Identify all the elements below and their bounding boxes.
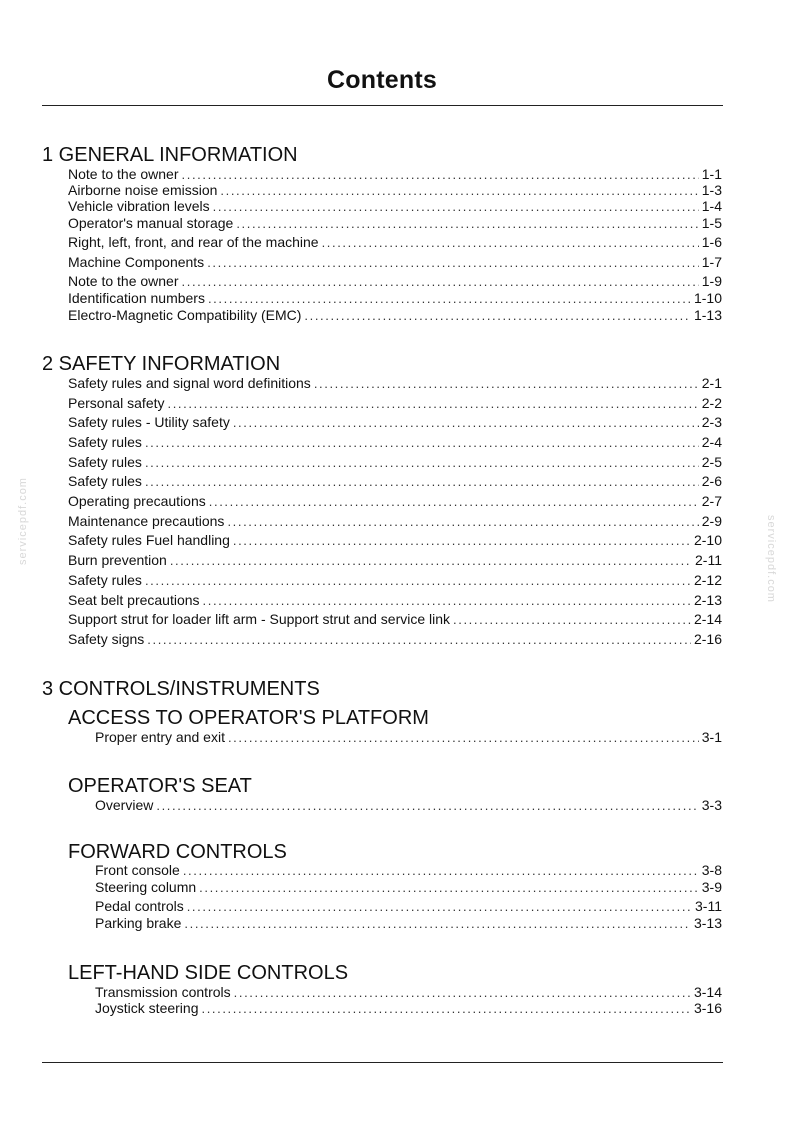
toc-entry[interactable] [95, 898, 722, 915]
entry-page: 2-14 [693, 611, 722, 627]
dot-leader [145, 435, 699, 451]
dot-leader [182, 274, 699, 290]
entry-page: 2-4 [701, 434, 722, 450]
dot-leader [209, 494, 699, 510]
entry-title: Operating precautions [68, 493, 206, 509]
entry-title: Safety rules Fuel handling [68, 532, 230, 548]
toc-entry[interactable] [95, 729, 722, 746]
entry-title: Safety rules [68, 454, 142, 470]
entry-page: 2-3 [701, 414, 722, 430]
toc-entry[interactable] [68, 198, 722, 215]
entry-title: Burn prevention [68, 552, 167, 568]
dot-leader [145, 573, 691, 589]
dot-leader [201, 1001, 690, 1017]
entry-page: 2-5 [701, 454, 722, 470]
dot-leader [233, 533, 691, 549]
toc-entry[interactable] [95, 797, 722, 814]
dot-leader [147, 632, 691, 648]
entry-page: 3-14 [693, 984, 722, 1000]
entry-page: 2-2 [701, 395, 722, 411]
toc-entry[interactable] [68, 254, 722, 271]
toc-entry[interactable] [68, 611, 722, 628]
toc-entry[interactable] [68, 592, 722, 609]
dot-leader [220, 183, 698, 199]
toc-entry[interactable] [68, 552, 722, 569]
toc-entry[interactable] [68, 532, 722, 549]
dot-leader [145, 474, 699, 490]
toc-entry[interactable] [68, 182, 722, 199]
entry-page: 1-6 [701, 234, 722, 250]
entry-page: 2-10 [693, 532, 722, 548]
dot-leader [453, 612, 691, 628]
entry-title: Right, left, front, and rear of the machine [68, 234, 319, 250]
dot-leader [182, 167, 699, 183]
watermark-left: servicepdf.com [17, 477, 29, 565]
dot-leader [168, 396, 699, 412]
entry-page: 3-11 [695, 898, 722, 914]
entry-page: 1-13 [693, 307, 722, 323]
entry-title: Note to the owner [68, 166, 179, 182]
dot-leader [156, 798, 698, 814]
entry-page: 1-7 [701, 254, 722, 270]
watermark-right: servicepdf.com [765, 515, 777, 603]
entry-title: Transmission controls [95, 984, 231, 1000]
dot-leader [228, 730, 699, 746]
entry-title: Vehicle vibration levels [68, 198, 210, 214]
toc-entry[interactable] [68, 434, 722, 451]
dot-leader [304, 308, 691, 324]
dot-leader [227, 514, 698, 530]
toc-entry[interactable] [95, 984, 722, 1001]
entry-page: 2-12 [693, 572, 722, 588]
toc-entry[interactable] [95, 1000, 722, 1017]
entry-title: Electro-Magnetic Compatibility (EMC) [68, 307, 302, 323]
entry-page: 2-13 [693, 592, 722, 608]
section-heading-controls-instruments: 3 CONTROLS/INSTRUMENTS [42, 678, 320, 700]
entry-title: Airborne noise emission [68, 182, 218, 198]
entry-page: 1-5 [701, 215, 722, 231]
entry-page: 1-4 [701, 198, 722, 214]
dot-leader [184, 916, 691, 932]
entry-page: 2-16 [693, 631, 722, 647]
toc-entry[interactable] [95, 862, 722, 879]
toc-entry[interactable] [68, 375, 722, 392]
toc-entry[interactable] [68, 395, 722, 412]
entry-title: Personal safety [68, 395, 165, 411]
toc-entry[interactable] [68, 493, 722, 510]
dot-leader [199, 880, 699, 896]
toc-entry[interactable] [68, 631, 722, 648]
entry-page: 3-9 [701, 879, 722, 895]
dot-leader [213, 199, 699, 215]
entry-page: 3-16 [693, 1000, 722, 1016]
entry-title: Seat belt precautions [68, 592, 200, 608]
entry-page: 3-8 [701, 862, 722, 878]
subsection-heading-forward-controls: FORWARD CONTROLS [68, 841, 287, 863]
entry-title: Operator's manual storage [68, 215, 234, 231]
toc-entry[interactable] [68, 215, 722, 232]
subsection-heading-operators-seat: OPERATOR'S SEAT [68, 775, 252, 797]
toc-entry[interactable] [68, 273, 722, 290]
entry-title: Support strut for loader lift arm - Support strut and service link [68, 611, 451, 627]
entry-title: Safety rules [68, 473, 142, 489]
entry-page: 1-3 [701, 182, 722, 198]
toc-entry[interactable] [68, 307, 722, 324]
entry-title: Safety rules [68, 434, 142, 450]
dot-leader [208, 291, 691, 307]
toc-entry[interactable] [68, 166, 722, 183]
entry-page: 1-1 [701, 166, 722, 182]
entry-page: 3-3 [701, 797, 722, 813]
entry-title: Machine Components [68, 254, 205, 270]
entry-title: Proper entry and exit [95, 729, 225, 745]
entry-page: 1-9 [701, 273, 722, 289]
entry-title: Safety rules [68, 572, 142, 588]
entry-title: Overview [95, 797, 154, 813]
entry-title: Note to the owner [68, 273, 179, 289]
entry-title: Identification numbers [68, 290, 205, 306]
entry-title: Maintenance precautions [68, 513, 225, 529]
toc-entry[interactable] [68, 234, 722, 251]
entry-page: 1-10 [693, 290, 722, 306]
entry-page: 2-11 [695, 552, 722, 568]
toc-entry[interactable] [68, 290, 722, 307]
toc-entry[interactable] [95, 879, 722, 896]
toc-entry[interactable] [95, 915, 722, 932]
dot-leader [145, 455, 699, 471]
page-title: Contents [327, 66, 437, 94]
entry-title: Front console [95, 862, 180, 878]
dot-leader [234, 985, 691, 1001]
entry-title: Joystick steering [95, 1000, 199, 1016]
dot-leader [183, 863, 699, 879]
toc-entry[interactable] [68, 513, 722, 530]
section-heading-general-information: 1 GENERAL INFORMATION [42, 144, 298, 166]
toc-entry[interactable] [68, 454, 722, 471]
entry-page: 2-6 [701, 473, 722, 489]
toc-entry[interactable] [68, 572, 722, 589]
dot-leader [233, 415, 699, 431]
top-rule [42, 105, 723, 106]
toc-entry[interactable] [68, 473, 722, 490]
toc-entry[interactable] [68, 414, 722, 431]
section-heading-safety-information: 2 SAFETY INFORMATION [42, 353, 281, 375]
entry-title: Safety signs [68, 631, 145, 647]
entry-title: Parking brake [95, 915, 182, 931]
subsection-heading-access-platform: ACCESS TO OPERATOR'S PLATFORM [68, 707, 429, 729]
dot-leader [322, 235, 699, 251]
entry-title: Safety rules - Utility safety [68, 414, 230, 430]
dot-leader [314, 376, 699, 392]
entry-page: 3-13 [693, 915, 722, 931]
entry-page: 2-7 [701, 493, 722, 509]
entry-title: Steering column [95, 879, 197, 895]
dot-leader [187, 899, 692, 915]
entry-page: 2-9 [701, 513, 722, 529]
dot-leader [203, 593, 691, 609]
entry-page: 2-1 [701, 375, 722, 391]
dot-leader [236, 216, 698, 232]
dot-leader [170, 553, 692, 569]
dot-leader [207, 255, 699, 271]
entry-title: Safety rules and signal word definitions [68, 375, 311, 391]
subsection-heading-left-hand-side-controls: LEFT-HAND SIDE CONTROLS [68, 962, 349, 984]
bottom-rule [42, 1062, 723, 1063]
entry-title: Pedal controls [95, 898, 184, 914]
entry-page: 3-1 [701, 729, 722, 745]
